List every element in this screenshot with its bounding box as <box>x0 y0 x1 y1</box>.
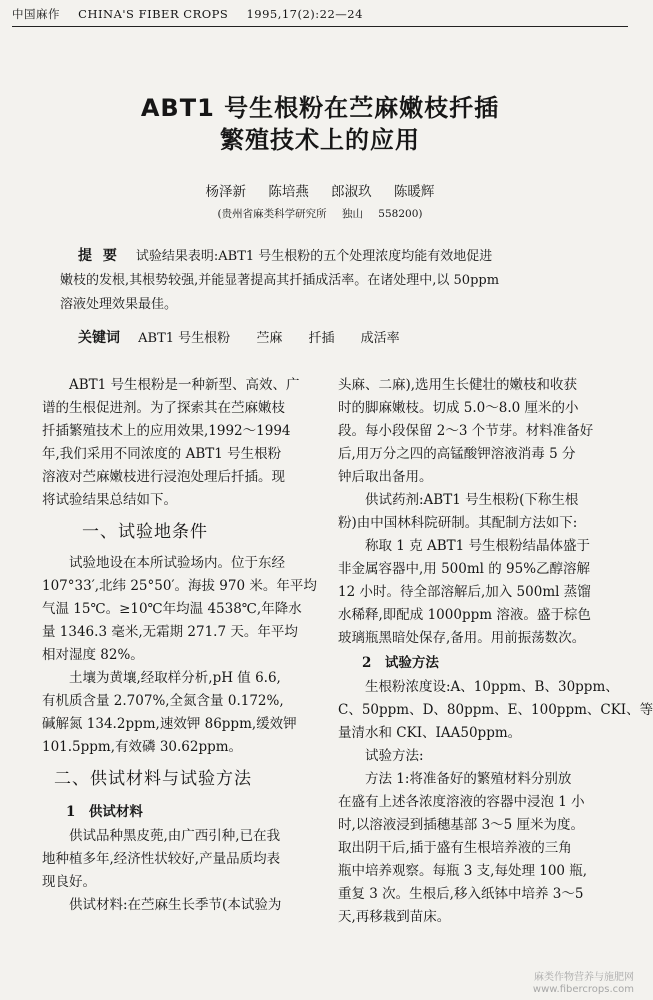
affiliation-institute: (贵州省麻类科学研究所 <box>217 208 327 220</box>
body-line: 供试品种黑皮蔸,由广西引种,已在我 <box>69 828 281 844</box>
body-line: 瓶中培养观察。每瓶 3 支,每处理 100 瓶, <box>338 863 588 879</box>
body-line: 量 1346.3 毫米,无霜期 271.7 天。年平均 <box>42 624 298 640</box>
body-line: 扦插繁殖技术上的应用效果,1992～1994 <box>42 423 291 439</box>
body-line: C、50ppm、D、80ppm、E、100ppm、CKI、等 <box>338 702 653 718</box>
body-line: 相对湿度 82%。 <box>42 647 144 663</box>
author-list <box>0 180 640 200</box>
citation: 1995,17(2):22—24 <box>246 7 363 21</box>
abstract-label: 提 要 <box>78 248 120 264</box>
body-line: 玻璃瓶黑暗处保存,备用。用前振荡数次。 <box>338 630 586 646</box>
body-line: 时的脚麻嫩枝。切成 5.0～8.0 厘米的小 <box>338 400 579 416</box>
body-line: 取出阴干后,插于盛有生根培养液的三角 <box>338 840 572 856</box>
keywords-label: 关键词 <box>78 330 120 346</box>
body-line: 年,我们采用不同浓度的 ABT1 号生根粉 <box>42 446 282 462</box>
body-line: 头麻、二麻),选用生长健壮的嫩枝和收获 <box>338 377 578 393</box>
watermark-url: www.fibercrops.com <box>532 984 634 995</box>
body-line: 试验地设在本所试验场内。位于东经 <box>69 555 285 571</box>
body-line: 溶液对苎麻嫩枝进行浸泡处理后扦插。现 <box>42 469 285 485</box>
body-line: 生根粉浓度设:A、10ppm、B、30ppm、 <box>365 679 619 695</box>
body-line: 在盛有上述各浓度溶液的容器中浸泡 1 小 <box>338 794 585 810</box>
watermark-cn: 麻类作物营养与施肥网 <box>534 972 634 983</box>
subsection-heading: 1 供试材料 <box>66 804 143 820</box>
body-line: 107°33′,北纬 25°50′。海拔 970 米。年平均 <box>42 578 317 594</box>
author: 陈暖辉 <box>393 184 435 200</box>
title-line-1: ABT1 号生根粉在苎麻嫩枝扦插 <box>140 94 500 122</box>
journal-name-cn: 中国麻作 <box>12 7 60 21</box>
author: 陈培燕 <box>268 184 309 200</box>
body-line: 供试材料:在苎麻生长季节(本试验为 <box>69 897 282 913</box>
site-watermark <box>533 972 634 996</box>
abstract-line: 嫩枝的发根,其根势较强,并能显著提高其扦插成活率。在诸处理中,以 50ppm <box>60 273 500 288</box>
body-line: 试验方法: <box>365 748 424 764</box>
keyword: 扦插 <box>308 331 335 346</box>
body-line: 段。每小段保留 2～3 个节芽。材料准备好 <box>338 423 594 439</box>
journal-name-en: CHINA'S FIBER CROPS <box>78 7 229 21</box>
body-line: 粉)由中国林科院研制。其配制方法如下: <box>338 515 578 531</box>
keyword: ABT1 号生根粉 <box>138 331 231 346</box>
body-line: 谱的生根促进剂。为了探索其在苎麻嫩枝 <box>42 400 285 416</box>
title-line-2: 繁殖技术上的应用 <box>220 126 420 154</box>
body-line: 方法 1:将准备好的繁殖材料分别放 <box>365 771 572 787</box>
body-line: 将试验结果总结如下。 <box>42 492 177 508</box>
affiliation-city: 独山 <box>341 208 363 220</box>
body-line: 钟后取出备用。 <box>338 469 433 485</box>
body-line: 地种植多年,经济性状较好,产量品质均表 <box>42 851 281 867</box>
body-line: 时,以溶液浸到插穗基部 3～5 厘米为度。 <box>338 817 585 833</box>
body-line: 非金属容器中,用 500ml 的 95%乙醇溶解 <box>338 561 591 577</box>
body-line: 101.5ppm,有效磷 30.62ppm。 <box>42 739 243 755</box>
running-header <box>12 6 628 27</box>
body-line: 天,再移栽到苗床。 <box>338 909 451 925</box>
section-heading: 一、试验地条件 <box>82 522 208 542</box>
abstract-line <box>60 244 600 269</box>
author: 郎淑玖 <box>331 184 372 200</box>
body-line: 土壤为黄壤,经取样分析,pH 值 6.6, <box>69 670 281 686</box>
body-line: 水稀释,即配成 1000ppm 溶液。盛于棕色 <box>338 607 591 623</box>
body-line: 量清水和 CKⅠ、ⅠAA50ppm。 <box>338 725 522 741</box>
author: 杨泽新 <box>205 184 247 200</box>
body-line: 气温 15℃。≥10℃年均温 4538℃,年降水 <box>42 601 302 617</box>
abstract <box>60 244 600 317</box>
body-line: 供试药剂:ABT1 号生根粉(下称生根 <box>365 492 579 508</box>
abstract-line: 溶液处理效果最佳。 <box>60 297 178 312</box>
body-line: ABT1 号生根粉是一种新型、高效、广 <box>69 377 300 393</box>
body-line: 12 小时。待全部溶解后,加入 500ml 蒸馏 <box>338 584 591 600</box>
affiliation-postcode: 558200) <box>378 208 423 220</box>
body-line: 重复 3 次。生根后,移入纸钵中培养 3～5 <box>338 886 584 902</box>
keyword: 成活率 <box>360 331 400 346</box>
subsection-heading: 2 试验方法 <box>362 655 439 671</box>
left-column <box>42 374 317 917</box>
body-line: 称取 1 克 ABT1 号生根粉结晶体盛于 <box>365 538 591 554</box>
abstract-text: 试验结果表明:ABT1 号生根粉的五个处理浓度均能有效地促进 <box>135 249 493 264</box>
section-heading: 二、供试材料与试验方法 <box>54 769 252 789</box>
right-column <box>338 374 653 929</box>
body-line: 有机质含量 2.707%,全氮含量 0.172%, <box>42 693 284 709</box>
affiliation <box>0 206 640 221</box>
keyword: 苎麻 <box>256 331 283 346</box>
body-line: 现良好。 <box>42 874 96 890</box>
body-line: 后,用万分之四的高锰酸钾溶液消毒 5 分 <box>338 446 576 462</box>
keywords <box>78 327 598 347</box>
body-line: 碱解氮 134.2ppm,速效钾 86ppm,缓效钾 <box>42 716 297 732</box>
